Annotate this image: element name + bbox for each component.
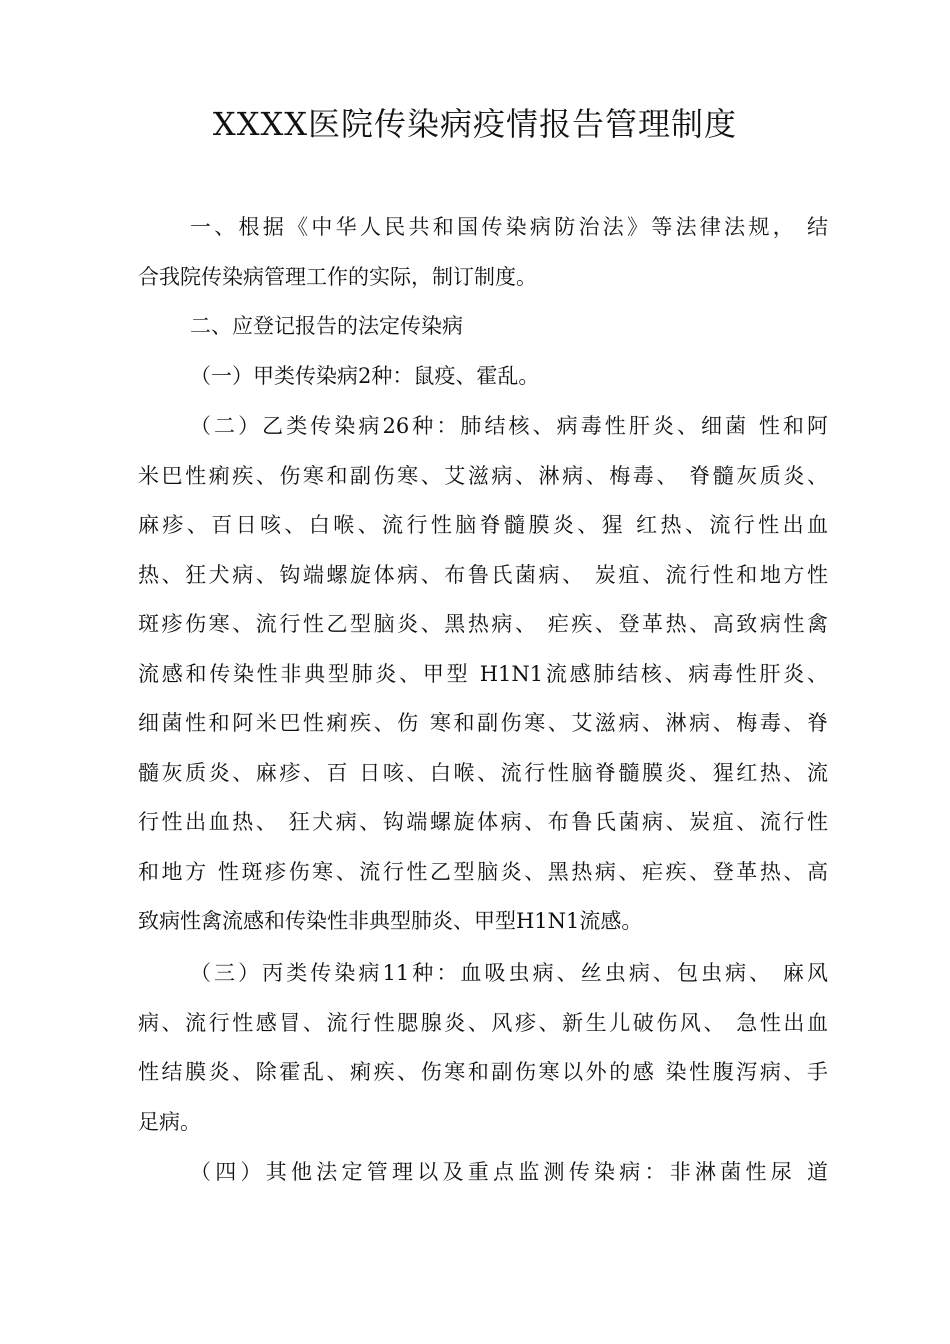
paragraph-class-b [138,402,828,947]
text-line: （二）乙类传染病26种：肺结核、病毒性肝炎、细菌 性和阿 [190,414,828,438]
text-line: （一）甲类传染病2种：鼠疫、霍乱。 [190,364,540,388]
text-line: 细菌性和阿米巴性痢疾、伤 寒和副伤寒、艾滋病、淋病、梅毒、脊 [138,711,828,735]
paragraph-class-a [138,352,828,402]
text-line: 斑疹伤寒、流行性乙型脑炎、黑热病、 疟疾、登革热、高致病性禽 [138,612,828,636]
text-line: 麻疹、百日咳、白喉、流行性脑脊髓膜炎、猩 红热、流行性出血 [138,513,828,537]
text-line: 一、根据《中华人民共和国传染病防治法》等法律法规， 结 [190,215,828,239]
text-line: 足病。 [138,1109,201,1134]
paragraph-legal-basis [138,203,828,302]
text-line: 流感和传染性非典型肺炎、甲型 H1N1流感肺结核、病毒性肝炎、 [138,661,828,686]
text-line: 米巴性痢疾、伤寒和副伤寒、艾滋病、淋病、梅毒、 脊髓灰质炎、 [138,463,828,488]
text-line: 行性出血热、 狂犬病、钩端螺旋体病、布鲁氏菌病、炭疽、流行性 [138,810,828,834]
text-line: （三）丙类传染病11种：血吸虫病、丝虫病、包虫病、 麻风 [190,961,828,985]
paragraph-class-c [138,949,828,1147]
paragraph-other-monitored [138,1148,828,1198]
text-line: 髓灰质炎、麻疹、百 日咳、白喉、流行性脑脊髓膜炎、猩红热、流 [138,760,828,785]
text-line: 性结膜炎、除霍乱、痢疾、伤寒和副伤寒以外的感 染性腹泻病、手 [138,1060,828,1084]
text-line: 合我院传染病管理工作的实际，制订制度。 [138,264,537,289]
text-line: 病、流行性感冒、流行性腮腺炎、风疹、新生儿破伤风、 急性出血 [138,1010,828,1035]
document-title: XXXX医院传染病疫情报告管理制度 [212,105,738,143]
text-line: 热、狂犬病、钩端螺旋体病、布鲁氏菌病、 炭疽、流行性和地方性 [138,562,828,587]
paragraph-section-two-heading [138,302,828,352]
text-line: 致病性禽流感和传染性非典型肺炎、甲型H1N1流感。 [138,909,643,933]
text-line: （四）其他法定管理以及重点监测传染病：非淋菌性尿 道 [190,1160,828,1184]
text-line: 二、应登记报告的法定传染病 [190,314,463,338]
text-line: 和地方 性斑疹伤寒、流行性乙型脑炎、黑热病、疟疾、登革热、高 [138,859,828,884]
